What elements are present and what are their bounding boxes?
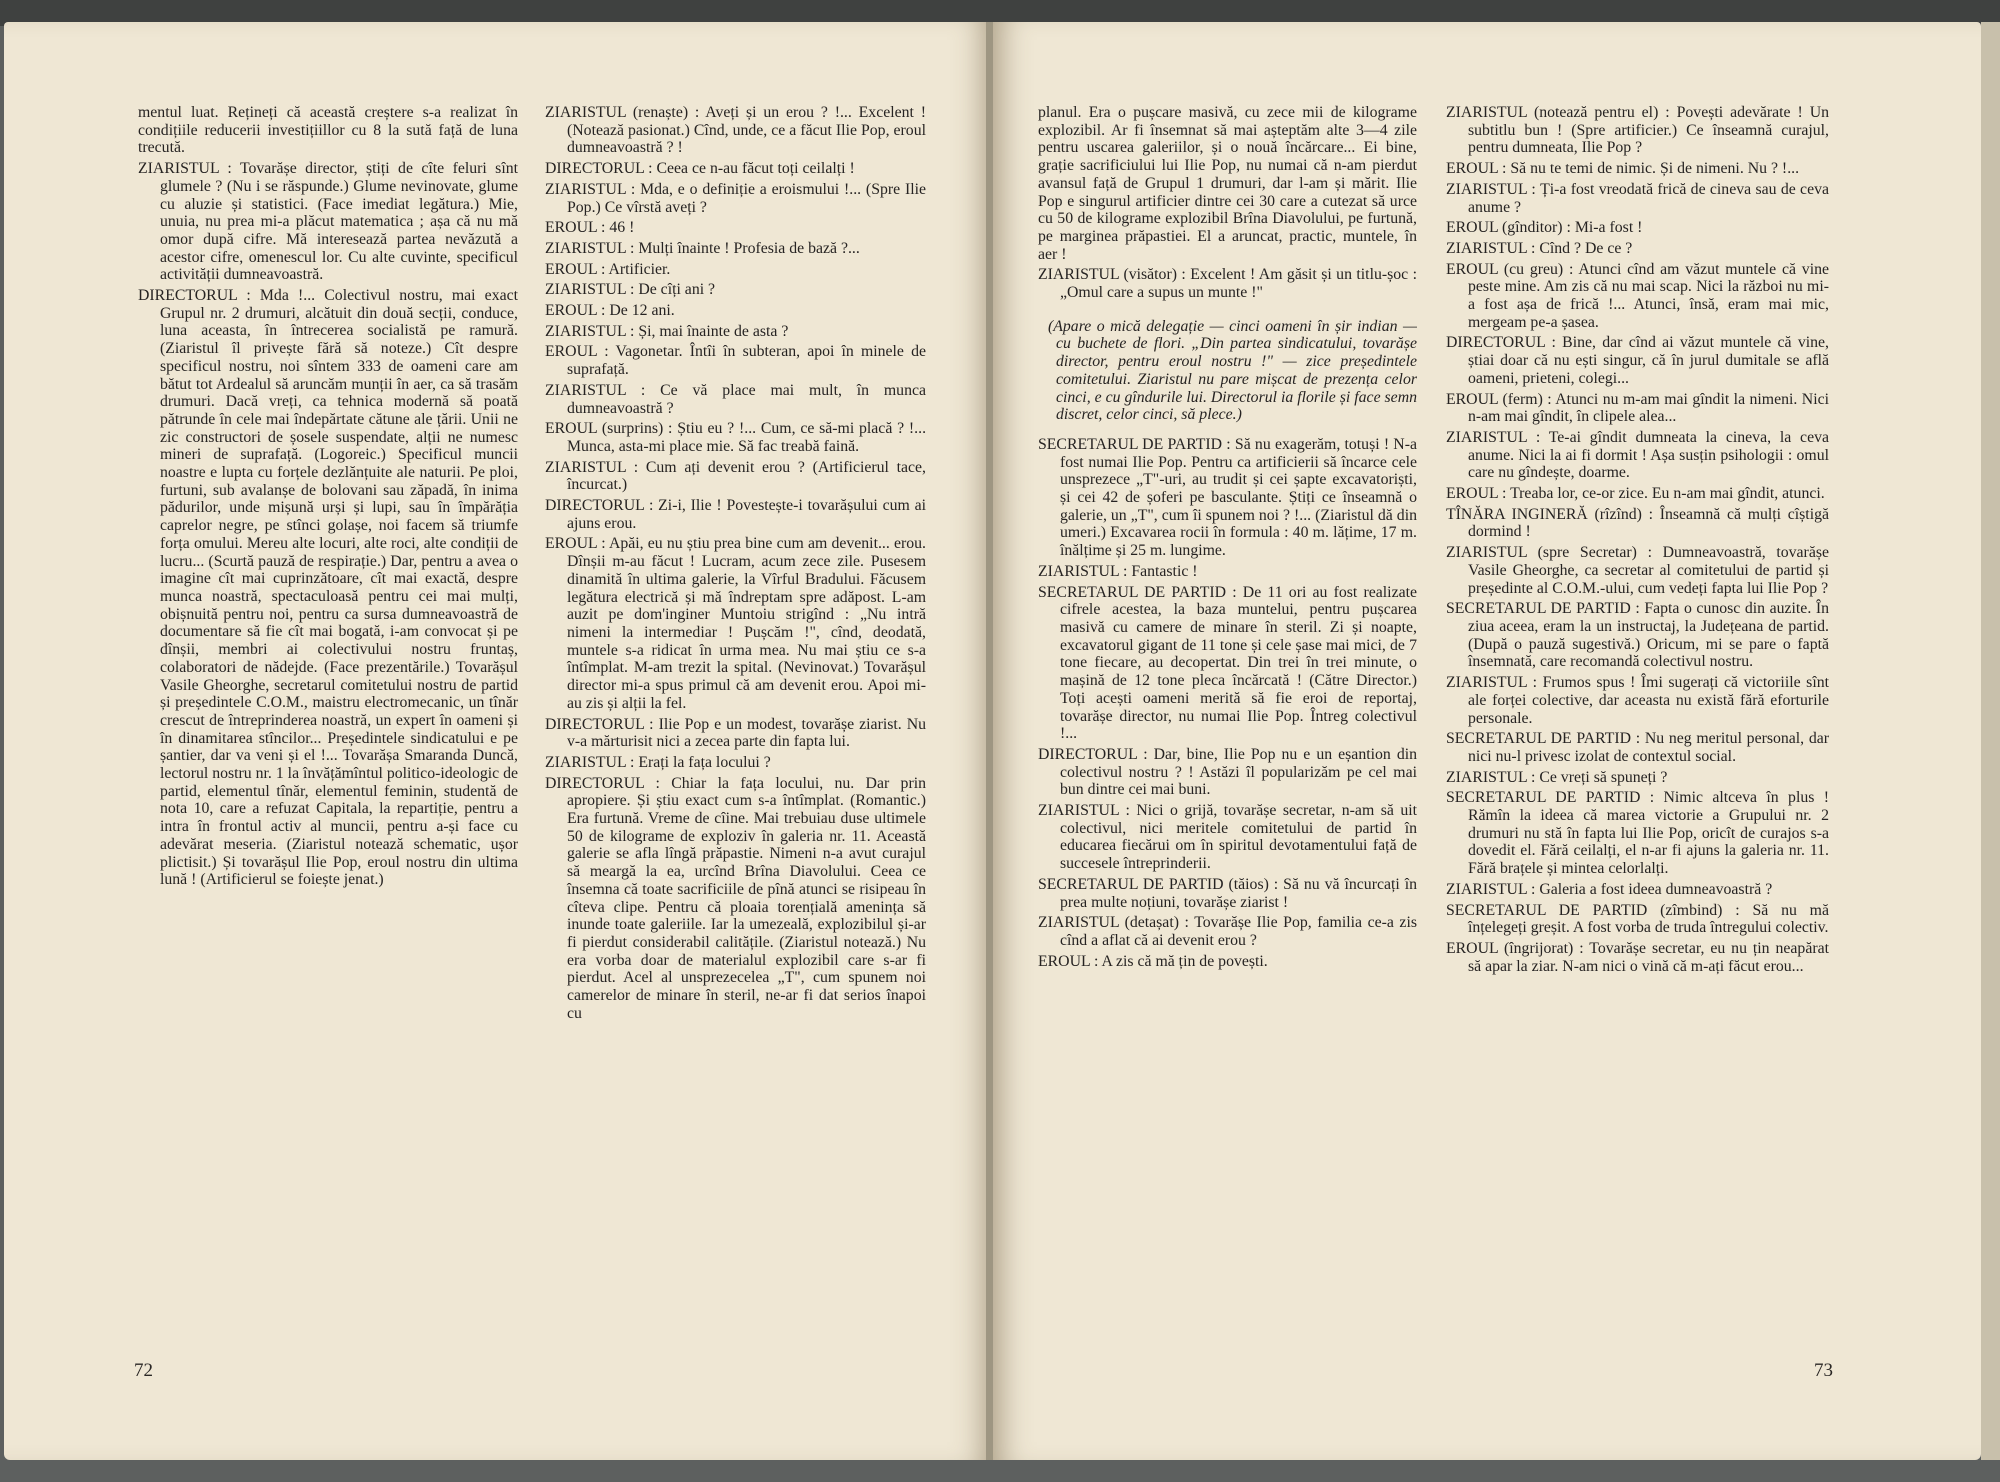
dialogue-text: Să nu mă înțelegeți greșit. A fost vorba de truda întregului colectiv. <box>1468 901 1829 937</box>
dialogue-line <box>545 775 926 1023</box>
dialogue-line <box>1038 584 1417 743</box>
continued-text: mentul luat. Rețineți că această creștere s-a realizat în condițiile reducerii investițiillor cu 8 la sută față de luna trecută. <box>138 104 518 157</box>
dialogue-line <box>545 160 926 178</box>
dialogue-line <box>1446 506 1829 541</box>
dialogue-line <box>1038 802 1417 873</box>
dialogue-text: Cum ați devenit erou ? (Artificierul tace, încurcat.) <box>567 458 926 494</box>
dialogue-text: Mda !... Colectivul nostru, mai exact Grupul nr. 2 drumuri, alcătuit din două secții, conduce, luna aceasta, în întrecerea socialistă pe ramură. (Ziaristul îl privește fără să noteze.) Cît despre specificul nostru, noi sîntem 333 de oameni care am bătut tot Ardealul să aruncăm munții în aer, ca să trasăm drumuri. Dacă vreți, ca tehnica modernă să poată pătrunde în cele mai îndepărtate cătune ale țării. Unii ne zic constructori de șosele suspendate, alții ne numesc mineri de suprafață. (Logoreic.) Specificul muncii noastre e lupta cu forțele dezlănțuite ale naturii. Pe ploi, furtuni, sub avalanșe de bolovani sau zăpadă, în inima pădurilor, unde mișună urși și lupi, sau în împărăția caprelor negre, pe stînci golașe, noi facem să triumfe forța omului. Mereu alte locuri, alte roci, alte condiții de lucru... (Scurtă pauză de respirație.) Dar, pentru a avea o imagine cît mai cuprinzătoare, cît mai exactă, despre munca noastră, spectaculoasă pentru cei mai mulți, obișnuită pentru noi, pentru ca sursa dumneavoastră de documentare să fie cît mai bogată, i-am convocat și pe dînșii, membri ai colectivului nostru fruntaș, colaboratori de nădejde. (Face prezentările.) Tovarășul Vasile Gheorghe, secretarul comitetului nostru de partid și președintele C.O.M., maistru electromecanic, un tînăr crescut de întreprinderea noastră, un expert în oameni și în dinamitarea stîncilor... Președintele sindicatului e pe șantier, dar va veni și el !... Tovarășa Smaranda Duncă, lectorul nostru nr. 1 la învățămîntul politico-ideologic de partid, elementul tînăr, elementul feminin, studentă de nota 10, care a refuzat Capitala, la repartiție, pentru a intra în frontul activ al muncii, pentru a-și face cu adevărat meseria. (Ziaristul notează schematic, ușor plictisit.) Și tovarășul Ilie Pop, eroul nostru din ultima lună ! (Artificierul se foiește jenat.) <box>160 287 518 889</box>
dialogue-text: Și, mai înainte de asta ? <box>638 322 789 340</box>
dialogue-line <box>1038 436 1417 560</box>
dialogue-line <box>1446 940 1829 975</box>
speaker-name: EROUL : <box>545 260 606 278</box>
dialogue-line <box>545 716 926 751</box>
dialogue-line <box>545 343 926 378</box>
dialogue-line <box>1446 429 1829 482</box>
dialogue-text: Ilie Pop e un modest, tovarășe ziarist. Nu v-a mărturisit nici a zecea parte din fapta lui. <box>567 715 926 751</box>
dialogue-line <box>1446 789 1829 878</box>
speaker-name: DIRECTORUL : <box>545 497 654 515</box>
dialogue-text: Tovarășe secretar, eu nu țin neapărat să apar la ziar. N-am nici o vină că m-ați făcut erou... <box>1468 939 1829 975</box>
speaker-name: ZIARISTUL : <box>545 322 635 340</box>
speaker-name: ZIARISTUL : <box>545 239 635 257</box>
dialogue-line <box>138 160 518 284</box>
speaker-name: ZIARISTUL : <box>1446 880 1536 898</box>
dialogue-text: Excelent ! Am găsit și un titlu-șoc : „Omul care a supus un munte !" <box>1060 266 1417 302</box>
dialogue-text: Să nu te temi de nimic. Și de nimeni. Nu ? !... <box>1510 160 1800 178</box>
speaker-name: EROUL : <box>1446 160 1507 178</box>
speaker-name: SECRETARUL DE PARTID : <box>1446 789 1655 807</box>
speaker-name: ZIARISTUL (notează pentru el) : <box>1446 104 1670 121</box>
speaker-name: EROUL (gînditor) : <box>1446 219 1571 237</box>
dialogue-line <box>1446 181 1829 216</box>
speaker-name: TÎNĂRA INGINERĂ (rîzînd) : <box>1446 505 1654 523</box>
dialogue-text: Chiar la fața locului, nu. Dar prin apropiere. Și știu exact cum s-a întîmplat. (Romantic.) Era furtună. Vreme de cîine. Mai trebuiau duse ultimele 50 de kilograme de exploziv în galeria nr. 11. Această galerie se afla lîngă prăpastie. Nimeni n-a avut curajul să meargă la ea, urcînd Brîna Diavolului. Ceea ce însemna că toate sacrificiile de pînă atunci se risipeau în cîteva clipe. Pentru că ploaia torențială amenința să inunde toate galeriile. Iar la umezeală, explozibilul și-ar fi pierdut considerabil calitățile. (Ziaristul notează.) Nu era vorba doar de materialul explozibil care s-ar fi pierdut. Acel al unsprezecelea „T", cum spunem noi camerelor de minare în steril, ne-ar fi dat serios înapoi cu <box>567 774 926 1022</box>
speaker-name: ZIARISTUL (visător) : <box>1038 266 1186 284</box>
speaker-name: EROUL (îngrijorat) : <box>1446 939 1584 957</box>
dialogue-line <box>1446 902 1829 937</box>
dialogue-text: Treaba lor, ce-or zice. Eu n-am mai gîndit, atunci. <box>1510 485 1825 503</box>
dialogue-text: Atunci cînd am văzut muntele că vine peste mine. Am zis că nu mai scap. Nici la război nu mi-a fost așa de frică !... Atunci, însă, eram mai mic, mergeam pe-a șasea. <box>1468 260 1829 331</box>
dialogue-text: Să nu vă încurcați în prea multe noțiuni, tovarășe ziarist ! <box>1060 875 1417 911</box>
dialogue-line <box>1038 563 1417 581</box>
dialogue-line <box>1446 334 1829 387</box>
dialogue-line <box>1446 769 1829 787</box>
dialogue-text: Fantastic ! <box>1131 562 1198 580</box>
speaker-name: SECRETARUL DE PARTID (zîmbind) : <box>1446 901 1740 919</box>
dialogue-text: Te-ai gîndit dumneata la cineva, la ceva anume. Nici la ai fi dormit ! Așa susțin psihologii : omul care nu gîndește, doarme. <box>1468 428 1829 482</box>
page-number: 72 <box>134 1360 153 1381</box>
speaker-name: SECRETARUL DE PARTID : <box>1038 583 1237 601</box>
dialogue-line <box>545 382 926 417</box>
continued-text: planul. Era o pușcare masivă, cu zece mii de kilograme explozibil. Ar fi însemnat să mai așteptăm alte 3—4 zile pentru uscarea galeriilor, și o nouă încărcare... Ei bine, grație sacrificiului lui Ilie Pop, nu numai că n-am pierdut avansul față de Grupul 1 drumuri, dar l-am și mărit. Ilie Pop e singurul artificier dintre cei 30 care a cutezat să urce cu 50 de kilograme explozibil Brîna Diavolului, pe furtună, pe marginea prăpastiei. El a aruncat, practic, muntele, în aer ! <box>1038 104 1417 263</box>
speaker-name: EROUL : <box>1446 485 1507 503</box>
speaker-name: DIRECTORUL : <box>138 287 251 305</box>
dialogue-line <box>545 219 926 237</box>
dialogue-line <box>1446 219 1829 237</box>
dialogue-text: De 11 ori au fost realizate cifrele acestea, la baza muntelui, pentru pușcarea masivă cu camere de minare în steril. Zi și noapte, excavatorul gigant de 11 tone și cele șase mai mici, de 7 tone fiecare, au decopertat. Din trei în trei minute, o mașină de 12 tone pleca încărcată ! (Către Director.) Toți acești oameni merită să fie eroi de reportaj, tovarășe director, nu numai Ilie Pop. Întreg colectivul !... <box>1060 583 1417 743</box>
left-page <box>4 22 991 1460</box>
dialogue-text: Ți-a fost vreodată frică de cineva sau de ceva anume ? <box>1468 180 1829 216</box>
dialogue-text: Nu neg meritul personal, dar nici nu-l privesc izolat de contextul social. <box>1468 730 1829 765</box>
dialogue-text: Atunci nu m-am mai gîndit la nimeni. Nici n-am mai gîndit, în clipele alea... <box>1468 390 1829 426</box>
speaker-name: ZIARISTUL : <box>545 458 639 476</box>
dialogue-line <box>1446 104 1829 157</box>
speaker-name: ZIARISTUL (renaște) : <box>545 104 700 121</box>
dialogue-text: Zi-i, Ilie ! Povestește-i tovarășului cum ai ajuns erou. <box>567 497 926 532</box>
speaker-name: ZIARISTUL : <box>545 180 636 198</box>
dialogue-text: Ce vreți să spuneți ? <box>1539 768 1668 786</box>
dialogue-text: Mda, e o definiție a eroismului !... (Spre Ilie Pop.) Ce vîrstă aveți ? <box>567 180 926 216</box>
speaker-name: EROUL (surprins) : <box>545 420 673 438</box>
speaker-name: DIRECTORUL : <box>545 160 653 178</box>
dialogue-line <box>545 420 926 455</box>
speaker-name: EROUL : <box>545 219 606 237</box>
dialogue-text: Dar, bine, Ilie Pop nu e un eșantion din colectivul nostru ? ! Astăzi îl popularizăm pe cel mai bun dintre cei mai buni. <box>1060 745 1417 799</box>
dialogue-line <box>1038 746 1417 799</box>
dialogue-line <box>545 459 926 494</box>
speaker-name: EROUL (cu greu) : <box>1446 260 1574 278</box>
speaker-name: ZIARISTUL : <box>545 381 646 399</box>
dialogue-line <box>1038 266 1417 301</box>
dialogue-line <box>1446 261 1829 332</box>
dialogue-line <box>1038 876 1417 911</box>
speaker-name: SECRETARUL DE PARTID (tăios) : <box>1038 875 1279 893</box>
dialogue-line <box>1446 391 1829 426</box>
speaker-name: SECRETARUL DE PARTID : <box>1446 600 1640 618</box>
dialogue-text: Aveți și un erou ? !... Excelent ! (Notează pasionat.) Cînd, unde, ce a făcut Ilie Pop, eroul dumneavoastră ? ! <box>567 104 926 157</box>
dialogue-line <box>138 287 518 889</box>
dialogue-line <box>545 323 926 341</box>
dialogue-text: Cînd ? De ce ? <box>1539 239 1633 257</box>
speaker-name: EROUL : <box>545 302 606 320</box>
dialogue-line <box>1446 485 1829 503</box>
speaker-name: ZIARISTUL (spre Secretar) : <box>1446 544 1652 562</box>
dialogue-text: Tovarășe Ilie Pop, familia ce-a zis cînd a aflat că ai devenit erou ? <box>1060 914 1417 949</box>
speaker-name: ZIARISTUL : <box>138 160 232 178</box>
dialogue-line <box>1446 674 1829 727</box>
dialogue-line <box>1446 600 1829 671</box>
dialogue-text: 46 ! <box>609 219 635 237</box>
dialogue-text: Tovarășe director, știți de cîte feluri sînt glumele ? (Nu i se răspunde.) Glume nevinovate, glume cu aluzie și statistici. (Face imediat legătura.) Mie, unuia, nu prea mi-a plăcut matematica ; așa că nu mă omor după cifre. Mă interesează partea nevăzută a acestor cifre, omenescul lor. Cu alte cuvinte, specificul activității dumneavoastră. <box>160 160 518 284</box>
dialogue-line <box>545 181 926 216</box>
dialogue-line <box>545 104 926 157</box>
speaker-name: ZIARISTUL : <box>1446 428 1541 446</box>
dialogue-text: Nimic altceva în plus ! Rămîn la ideea că marea victorie a Grupului nr. 2 drumuri nu stă în fapta lui Ilie Pop, oricît de curajos s-a dovedit el. Fără ceilalți, el n-ar fi ajuns la galeria nr. 11. Fără brațele și mintea celorlalți. <box>1468 789 1829 878</box>
left-page-column-2 <box>545 104 926 1364</box>
stage-direction: (Apare o mică delegație — cinci oameni în șir indian — cu buchete de flori. „Din partea sindicatului, tovarășe director, pentru eroul nostru !" — zice președintele comitetului. Ziaristul nu pare mișcat de prezența celor cinci, e cu gîndurile lui. Directorul ia florile și face semn discret, celor cinci, să plece.) <box>1048 317 1417 424</box>
dialogue-line <box>1038 914 1417 949</box>
dialogue-text: Frumos spus ! Îmi sugerați că victoriile sînt ale forței colective, dar aceasta nu există fără eforturile personale. <box>1468 674 1829 727</box>
speaker-name: ZIARISTUL : <box>1038 562 1128 580</box>
dialogue-line <box>545 281 926 299</box>
dialogue-line <box>545 240 926 258</box>
dialogue-text: Apăi, eu nu știu prea bine cum am devenit... erou. Dînșii m-au făcut ! Lucram, acum zece zile. Pusesem dinamită în ultima galerie, la Vîrful Bradului. Făcusem legătura electrică și mă îndreptam spre adăpost. L-am auzit pe dom'inginer Muntoiu strigînd : „Nu intră nimeni la intermediar ! Pușcăm !", cînd, deodată, muntele s-a ridicat în urma mea. Nu mai știu ce s-a întîmplat. M-am trezit la spital. (Nevinovat.) Tovarășul director mi-a spus primul că am devenit erou. Apoi mi-au zis și alții la fel. <box>567 535 926 712</box>
dialogue-line <box>1446 160 1829 178</box>
speaker-name: EROUL : <box>545 535 606 553</box>
speaker-name: ZIARISTUL : <box>545 281 635 299</box>
dialogue-text: Știu eu ? !... Cum, ce să-mi placă ? !... Munca, asta-mi place mie. Să fac treabă faină. <box>567 420 926 455</box>
dialogue-text: Ceea ce n-au făcut toți ceilalți ! <box>656 160 855 178</box>
dialogue-text: Povești adevărate ! Un subtitlu bun ! (Spre artificier.) Ce înseamnă curajul, pentru dumneata, Ilie Pop ? <box>1468 104 1829 157</box>
right-page-column-2 <box>1446 104 1829 1364</box>
dialogue-line <box>545 497 926 532</box>
dialogue-line <box>1446 730 1829 765</box>
dialogue-text: Nici o grijă, tovarășe secretar, n-am să uit colectivul, nici meritele comitetului de partid în educarea fiecărui om în spiritul devotamentului față de succesele întreprinderii. <box>1060 802 1417 873</box>
right-page <box>993 22 1981 1460</box>
dialogue-line <box>545 535 926 712</box>
speaker-name: ZIARISTUL : <box>1038 802 1130 820</box>
speaker-name: SECRETARUL DE PARTID : <box>1038 435 1231 453</box>
page-edge <box>1981 22 2000 1460</box>
dialogue-text: Să nu exagerăm, totuși ! N-a fost numai Ilie Pop. Pentru ca artificierii să încarce cele unsprezece „T"-uri, au trudit și cei șapte excavatoriști, și cei 42 de șoferi pe basculante. Știți ce înseamnă o galerie, un „T", cum îi spunem noi ? !... (Ziaristul dă din umeri.) Excavarea rocii în formula : 40 m. lățime, 17 m. înălțime și 25 m. lungime. <box>1060 435 1417 560</box>
dialogue-text: Fapta o cunosc din auzite. În ziua aceea, eram la un instructaj, la Județeana de partid. (După o pauză sugestivă.) Oricum, mi se pare o faptă însemnată, care recomandă colectivul nostru. <box>1468 600 1829 671</box>
speaker-name: EROUL (ferm) : <box>1446 390 1552 408</box>
dialogue-line <box>1038 953 1417 971</box>
dialogue-line <box>545 261 926 279</box>
speaker-name: DIRECTORUL : <box>545 774 660 792</box>
speaker-name: ZIARISTUL : <box>1446 239 1536 257</box>
speaker-name: DIRECTORUL : <box>1446 334 1556 352</box>
right-page-column-1 <box>1038 104 1417 1364</box>
speaker-name: ZIARISTUL : <box>545 753 635 771</box>
speaker-name: EROUL : <box>1038 952 1099 970</box>
dialogue-text: Galeria a fost ideea dumneavoastră ? <box>1539 880 1773 898</box>
dialogue-text: De 12 ani. <box>609 302 675 320</box>
speaker-name: ZIARISTUL : <box>1446 180 1536 198</box>
speaker-name: EROUL : <box>545 343 609 361</box>
left-page-column-1 <box>138 104 518 1364</box>
dialogue-line <box>545 302 926 320</box>
dialogue-text: Vagonetar. Întîi în subteran, apoi în minele de suprafață. <box>567 343 926 379</box>
speaker-name: DIRECTORUL : <box>545 715 654 733</box>
dialogue-text: Înseamnă că mulți cîștigă dormind ! <box>1468 505 1829 541</box>
dialogue-text: Ce vă place mai mult, în munca dumneavoastră ? <box>567 381 926 417</box>
dialogue-text: Dumneavoastră, tovarășe Vasile Gheorghe, ca secretar al comitetului de partid și președinte al C.O.M.-ului, cum vedeți fapta lui Ilie Pop ? <box>1468 544 1829 597</box>
dialogue-line <box>545 754 926 772</box>
dialogue-text: A zis că mă țin de povești. <box>1101 952 1268 970</box>
dialogue-text: De cîți ani ? <box>638 281 716 299</box>
dialogue-text: Mi-a fost ! <box>1574 219 1643 237</box>
speaker-name: ZIARISTUL : <box>1446 674 1537 692</box>
speaker-name: ZIARISTUL (detașat) : <box>1038 914 1189 932</box>
dialogue-line <box>1446 240 1829 258</box>
page-number: 73 <box>1814 1360 1833 1381</box>
dialogue-line <box>1446 881 1829 899</box>
dialogue-text: Bine, dar cînd ai văzut muntele că vine, știai doar că nu ești singur, că în jurul dumitale se află oameni, prieteni, colegi... <box>1468 334 1829 387</box>
speaker-name: SECRETARUL DE PARTID : <box>1446 730 1641 748</box>
speaker-name: DIRECTORUL : <box>1038 745 1148 763</box>
dialogue-text: Artificier. <box>608 260 671 278</box>
dialogue-text: Mulți înainte ! Profesia de bază ?... <box>638 239 860 257</box>
speaker-name: ZIARISTUL : <box>1446 768 1536 786</box>
dialogue-line <box>1446 544 1829 597</box>
dialogue-text: Erați la fața locului ? <box>638 753 771 771</box>
